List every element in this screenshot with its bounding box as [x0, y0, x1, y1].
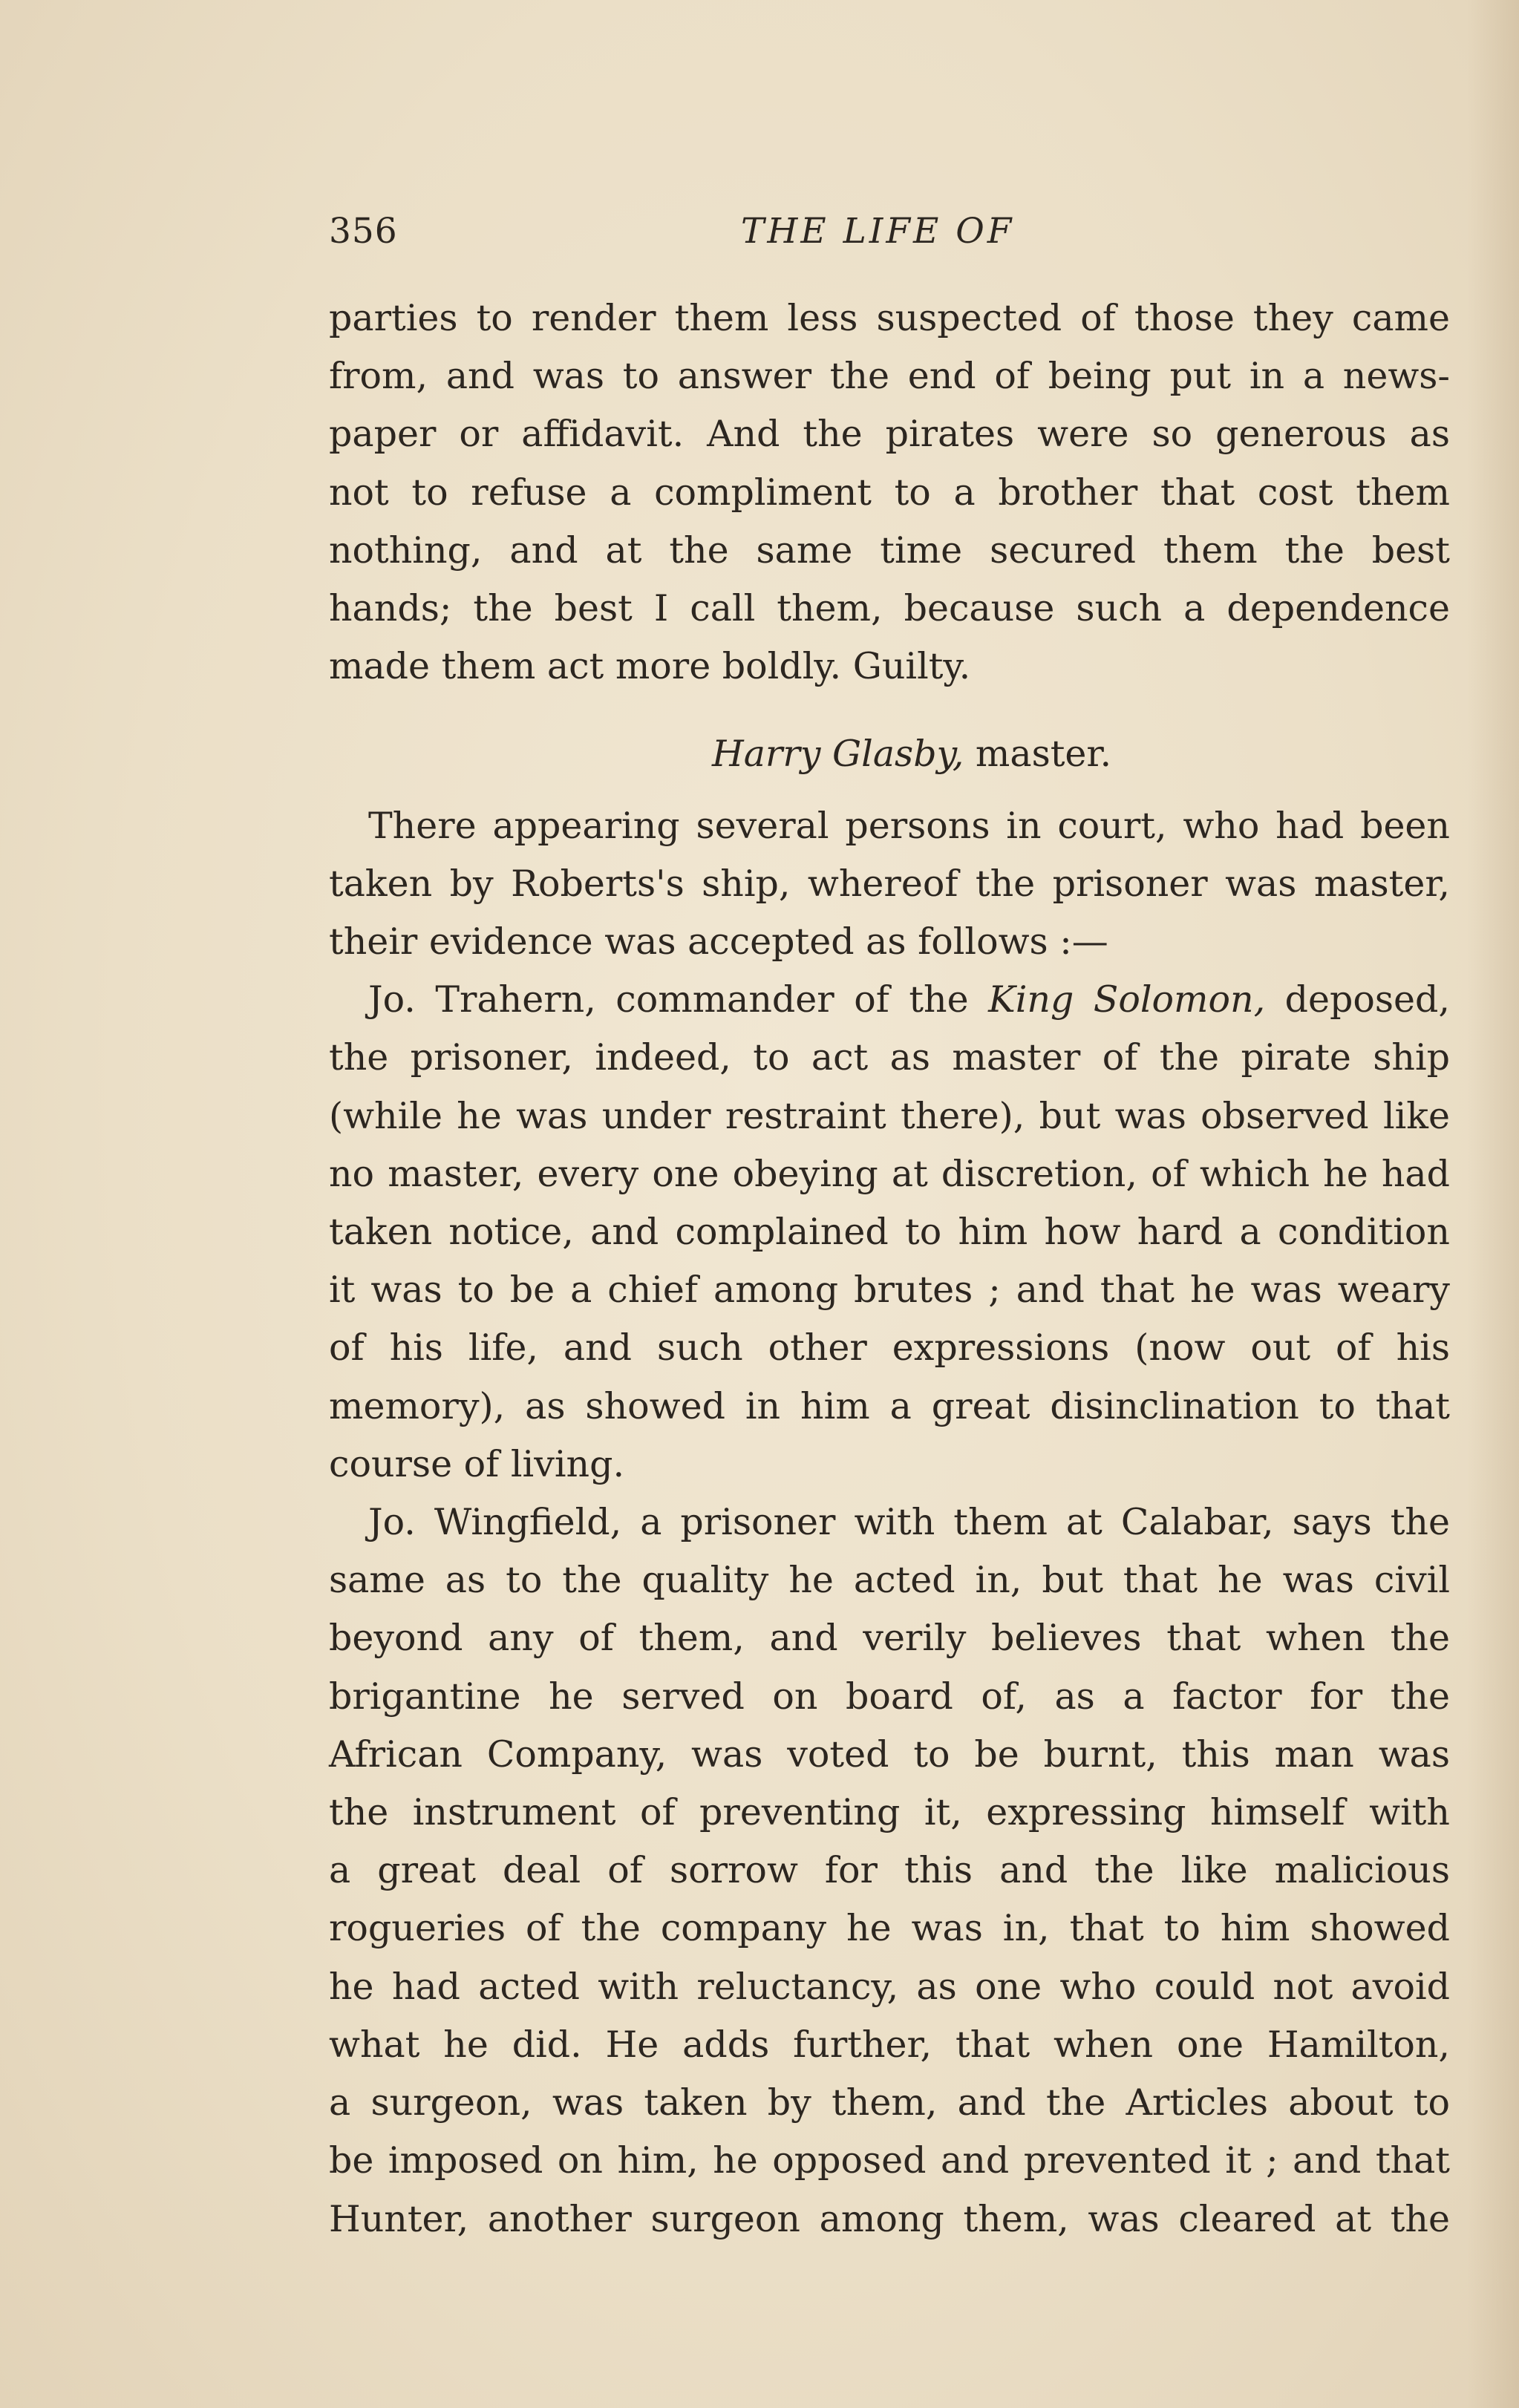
- text-line: taken by Roberts's ship, whereof the prisoner was master,: [329, 862, 1450, 905]
- text-run: deposed,: [1284, 978, 1450, 1021]
- page-edge-shadow: [1467, 0, 1519, 2408]
- text-line: a great deal of sorrow for this and the like malicious: [329, 1849, 1450, 1892]
- text-line: what he did. He adds further, that when one Hamilton,: [329, 2023, 1450, 2066]
- text-line: brigantine he served on board of, as a factor for the: [329, 1675, 1450, 1718]
- paragraph-evidence-intro: [329, 797, 1450, 972]
- text-line: of his life, and such other expressions (now out of his: [329, 1326, 1450, 1370]
- text-line: made them act more boldly. Guilty.: [329, 645, 971, 688]
- speaker-role: master.: [975, 733, 1112, 776]
- paragraph-continuation: [329, 289, 1450, 696]
- text-line: be imposed on him, he opposed and prevented it ; and that: [329, 2139, 1450, 2182]
- running-head: THE LIFE OF: [741, 211, 1015, 252]
- text-line: same as to the quality he acted in, but that he was civil: [329, 1559, 1450, 1602]
- text-line: a surgeon, was taken by them, and the Articles about to: [329, 2081, 1450, 2124]
- page-number: 356: [329, 211, 398, 252]
- paragraph-trahern-deposition: [329, 971, 1450, 1493]
- text-line: Jo. Wingfield, a prisoner with them at Calabar, says the: [368, 1501, 1450, 1544]
- text-line: [329, 971, 1450, 1029]
- text-line: Hunter, another surgeon among them, was cleared at the: [329, 2197, 1450, 2240]
- text-line: course of living.: [329, 1442, 625, 1485]
- text-line: he had acted with reluctancy, as one who could not avoid: [329, 1965, 1450, 2008]
- text-line: the prisoner, indeed, to act as master of the pirate ship: [329, 1036, 1450, 1079]
- text-line: African Company, was voted to be burnt, this man was: [329, 1733, 1450, 1776]
- text-line: hands; the best I call them, because such a dependence: [329, 587, 1450, 630]
- text-line: their evidence was accepted as follows :—: [329, 920, 1108, 963]
- text-line: it was to be a chief among brutes ; and that he was weary: [329, 1269, 1450, 1312]
- ship-name: King Solomon,: [988, 978, 1266, 1021]
- page-header: [329, 209, 1450, 254]
- text-line: There appearing several persons in court, who had been: [368, 804, 1450, 847]
- text-line: memory), as showed in him a great disinclination to that: [329, 1384, 1450, 1427]
- text-line: beyond any of them, and verily believes that when the: [329, 1617, 1450, 1660]
- text-line: the instrument of preventing it, expressing himself with: [329, 1791, 1450, 1834]
- text-line: (while he was under restraint there), but was observed like: [329, 1094, 1450, 1137]
- text-run: Jo. Trahern, commander of the: [368, 978, 969, 1021]
- text-line: rogueries of the company he was in, that to him showed: [329, 1907, 1450, 1950]
- text-line: not to refuse a compliment to a brother that cost them: [329, 471, 1450, 514]
- body-text: [329, 289, 1450, 2248]
- text-line: parties to render them less suspected of those they came: [329, 297, 1450, 339]
- text-line: from, and was to answer the end of being put in a news-: [329, 355, 1450, 398]
- speaker-name: Harry Glasby,: [711, 733, 964, 776]
- text-line: no master, every one obeying at discretion, of which he had: [329, 1152, 1450, 1195]
- speaker-heading: [329, 725, 1450, 783]
- text-line: paper or affidavit. And the pirates were so generous as: [329, 413, 1450, 456]
- paragraph-wingfield-deposition: [329, 1493, 1450, 2248]
- text-line: nothing, and at the same time secured them the best: [329, 529, 1450, 572]
- text-line: taken notice, and complained to him how hard a condition: [329, 1211, 1450, 1254]
